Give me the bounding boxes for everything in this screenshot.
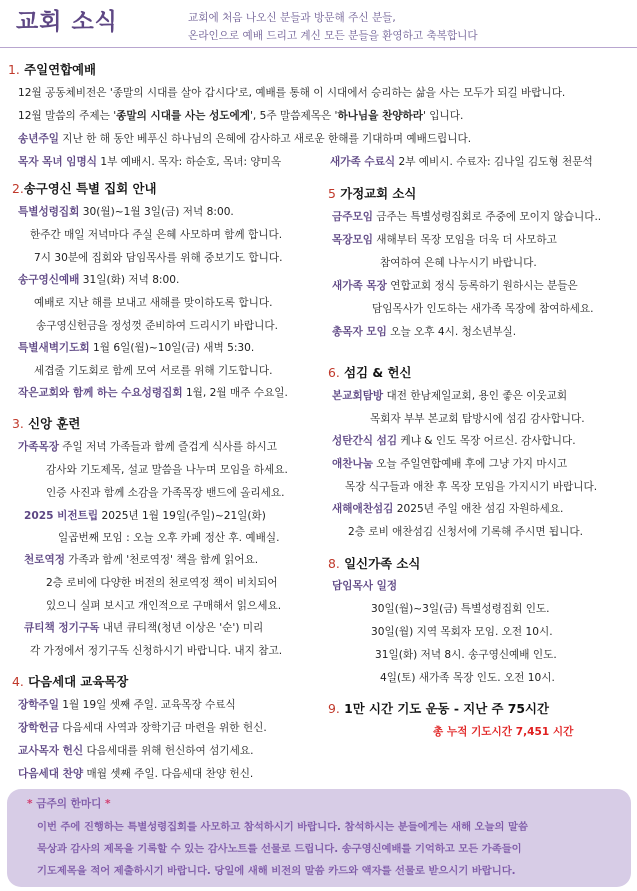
- s3-c-line-3: 있으니 실펴 보시고 개인적으로 구매해서 읽으세요.: [46, 600, 282, 612]
- section-6-heading: [328, 365, 411, 381]
- item-text: 1월 6일(월)~10일(금) 새벽 5:30.: [89, 342, 255, 354]
- item-label: 금주모임: [332, 211, 373, 223]
- item-text: 다음세대를 위해 헌신하여 섬기세요.: [83, 745, 254, 757]
- s6-a-line-1: [332, 390, 567, 403]
- s6-b-line: [332, 435, 576, 448]
- section-number: 4.: [12, 674, 24, 689]
- section-number: 8.: [328, 556, 340, 571]
- item-label: 가족목장: [18, 441, 59, 453]
- prayer-total: 총 누적 기도시간 7,451 시간: [433, 726, 574, 738]
- s3-d-line-2: 각 가정에서 정기구독 신청하시기 바랍니다. 내지 참고.: [30, 645, 283, 657]
- item-text: 30(월)~1월 3일(금) 저녁 8:00.: [79, 206, 234, 218]
- section-number: 5: [328, 186, 336, 201]
- item-text: 지난 한 해 동안 베푸신 하나님의 은혜에 감사하고 새로운 한해를 기대하며 예배드립니다.: [58, 133, 472, 145]
- s3-c-line-1: [24, 554, 258, 567]
- item-text: 오늘 오후 4시. 청소년부실.: [386, 326, 517, 338]
- s2-a-line-3: 7시 30분에 집회와 담임목사를 위해 중보기도 합니다.: [34, 252, 283, 264]
- s6-d-line-1: [332, 503, 563, 516]
- s2-c-line-2: 세겹줄 기도회로 함께 모여 서로를 위해 기도합니다.: [34, 365, 273, 377]
- s6-d-line-2: 2층 로비 애찬섬김 신청서에 기록해 주시면 됩니다.: [348, 526, 583, 538]
- s1-line-3: [18, 133, 471, 146]
- s6-a-line-2: 목회자 부부 본교회 탐방시에 섬김 감사합니다.: [370, 413, 585, 425]
- welcome-line-1: 교회에 처음 나오신 분들과 방문해 주신 분들,: [188, 12, 396, 24]
- item-label: 성탄간식 섬김: [332, 435, 398, 447]
- s3-c-line-2: 2층 로비에 다양한 버전의 천로역정 책이 비치되어: [46, 577, 278, 589]
- item-text: 1부 예배시. 목자: 하순호, 목녀: 양미옥: [97, 156, 282, 168]
- star-icon: *: [105, 798, 111, 810]
- item-text: 2025년 1월 19일(주일)~21일(화): [98, 510, 266, 522]
- s2-b-line-2: 예배로 지난 해를 보내고 새해를 맞이하도록 합니다.: [34, 297, 273, 309]
- s3-b-line-1: [24, 510, 266, 523]
- s4-c-line: [18, 745, 253, 758]
- item-label: 본교회탐방: [332, 390, 384, 402]
- s1-line-5: [330, 156, 593, 169]
- weekly-word-line-2: 묵상과 감사의 제목을 기록할 수 있는 감사노트를 선물로 드립니다. 송구영신예배를 기억하고 모든 가족들이: [37, 843, 522, 855]
- item-label: 다음세대 찬양: [18, 768, 84, 780]
- sermon-theme: 종말의 시대를 사는 성도에게: [116, 110, 251, 122]
- s4-b-line: [18, 722, 267, 735]
- section-2-heading: [12, 181, 156, 197]
- s2-d-line-1: [18, 387, 288, 400]
- s4-d-line: [18, 768, 253, 781]
- s1-line-1: 12월 공동체비전은 '종말의 시대를 살아 갑시다'로, 예배를 통해 이 시대에서 승리하는 삶을 사는 모두가 되길 바랍니다.: [18, 87, 566, 99]
- s3-b-line-2: 일곱번째 모임 : 오늘 오후 카페 정산 후. 예배실.: [58, 532, 280, 544]
- welcome-message: [188, 9, 478, 45]
- item-label: 송구영신예배: [18, 274, 80, 286]
- item-label: 새가족 수료식: [330, 156, 396, 168]
- section-title: 다음세대 교육목장: [28, 674, 129, 689]
- s3-a-line-1: [18, 441, 277, 454]
- s8-schedule-row-3: 31일(화) 저녁 8시. 송구영신예배 인도.: [375, 649, 557, 661]
- item-text: 연합교회 정식 등록하기 원하시는 분들은: [386, 280, 578, 292]
- page-title: 교회 소식: [16, 9, 118, 35]
- s3-d-line-1: [24, 622, 263, 635]
- section-title: 가정교회 소식: [340, 186, 417, 201]
- weekly-word-label: 금주의 한마디: [36, 798, 102, 810]
- item-label: 새해애찬섬김: [332, 503, 394, 515]
- section-3-heading: [12, 416, 80, 432]
- s8-schedule-row-1: 30일(월)~3일(금) 특별성령집회 인도.: [371, 603, 550, 615]
- section-8-heading: [328, 556, 420, 572]
- welcome-line-2: 온라인으로 예배 드리고 계신 모든 분들을 환영하고 축복합니다: [188, 30, 478, 42]
- item-text: 다음세대 사역과 장학기금 마련을 위한 헌신.: [58, 722, 267, 734]
- s5-c-line-1: [332, 280, 578, 293]
- s5-b-line-2: 참여하여 은혜 나누시기 바랍니다.: [380, 257, 537, 269]
- section-5-heading: [328, 186, 416, 202]
- item-label: 2025 비전트립: [24, 510, 99, 522]
- section-number: 3.: [12, 416, 24, 431]
- weekly-word-box: [7, 789, 631, 887]
- item-label: 송년주일: [18, 133, 59, 145]
- item-text: 매월 셋째 주일. 다음세대 찬양 헌신.: [83, 768, 254, 780]
- text: ' 입니다.: [423, 110, 464, 122]
- s2-c-line-1: [18, 342, 254, 355]
- s1-line-4: [18, 156, 281, 169]
- section-title: 송구영신 특별 집회 안내: [23, 181, 157, 196]
- item-label: 새가족 목장: [332, 280, 387, 292]
- item-label: 총목자 모임: [332, 326, 387, 338]
- item-label: 특별새벽기도회: [18, 342, 90, 354]
- s6-c-line-1: [332, 458, 567, 471]
- item-text: 오늘 주일연합예배 후에 그냥 가지 마시고: [372, 458, 568, 470]
- s8-schedule-row-4: 4일(토) 새가족 목장 인도. 오전 10시.: [380, 672, 555, 684]
- item-label: 교사목자 헌신: [18, 745, 84, 757]
- item-label: 목장모임: [332, 234, 373, 246]
- s2-a-line-2: 한주간 매일 저녁마다 주실 은혜 사모하며 함께 합니다.: [30, 229, 283, 241]
- item-text: 가족과 함께 '천로역정' 책을 함께 읽어요.: [64, 554, 259, 566]
- s8-pastor-schedule-label: 담임목사 일정: [332, 580, 398, 592]
- s3-a-line-3: 인증 사진과 함께 소감을 가족목장 밴드에 올리세요.: [46, 487, 285, 499]
- section-number: 9.: [328, 701, 340, 716]
- s3-a-line-2: 감사와 기도제목, 설교 말씀을 나누며 모임을 하세요.: [46, 464, 288, 476]
- text: 12월 말씀의 주제는 ': [18, 110, 117, 122]
- item-text: 주일 저녁 가족들과 함께 즐겁게 식사를 하시고: [58, 441, 277, 453]
- s6-c-line-2: 목장 식구들과 애찬 후 목장 모임을 가지시기 바랍니다.: [345, 481, 598, 493]
- weekly-word-line-3: 기도제목을 적어 제출하시기 바랍니다. 당일에 새해 비전의 말씀 카드와 액자를 선물로 받으시기 바랍니다.: [37, 865, 516, 877]
- item-label: 장학주일: [18, 699, 59, 711]
- section-9-heading: [328, 701, 549, 717]
- section-number: 1.: [8, 62, 20, 77]
- section-1-heading: [8, 62, 96, 78]
- text: ', 5주 말씀제목은 ': [250, 110, 338, 122]
- s1-line-2: [18, 110, 463, 123]
- item-text: 2025년 주일 애찬 섬김 자원하세요.: [393, 503, 564, 515]
- s4-a-line: [18, 699, 236, 712]
- item-label: 특별성령집회: [18, 206, 80, 218]
- sermon-title: 하나님을 찬양하라: [337, 110, 424, 122]
- item-text: 1월 19일 셋째 주일. 교육목장 수료식: [58, 699, 236, 711]
- item-label: 장학헌금: [18, 722, 59, 734]
- s5-d-line: [332, 326, 516, 339]
- item-label: 목자 목녀 임명식: [18, 156, 98, 168]
- star-icon: *: [27, 798, 33, 810]
- item-label: 작은교회와 함께 하는 수요성령집회: [18, 387, 183, 399]
- s2-b-line-1: [18, 274, 179, 287]
- section-title: 섬김 & 헌신: [344, 365, 412, 380]
- header: [0, 0, 637, 46]
- item-label: 큐티책 정기구독: [24, 622, 100, 634]
- section-4-heading: [12, 674, 128, 690]
- weekly-word-line-1: 이번 주에 진행하는 특별성령집회를 사모하고 참석하시기 바랍니다. 참석하시는 분들에게는 새해 오늘의 말씀: [37, 821, 528, 833]
- item-text: 새해부터 목장 모임을 더욱 더 사모하고: [372, 234, 557, 246]
- section-number: 6.: [328, 365, 340, 380]
- s5-b-line-1: [332, 234, 557, 247]
- section-title: 주일연합예배: [24, 62, 96, 77]
- item-text: 내년 큐티책(청년 이상은 '순') 미리: [99, 622, 264, 634]
- s8-schedule-row-2: 30일(월) 지역 목회자 모임. 오전 10시.: [371, 626, 553, 638]
- s5-c-line-2: 담임목사가 인도하는 새가족 목장에 참여하세요.: [372, 303, 594, 315]
- section-title: 일신가족 소식: [344, 556, 421, 571]
- section-number: 2.: [12, 181, 24, 196]
- item-text: 2부 예비시. 수료자: 김나일 김도형 천문석: [395, 156, 593, 168]
- item-text: 금주는 특별성령집회로 주중에 모이지 않습니다..: [372, 211, 602, 223]
- s2-a-line-1: [18, 206, 234, 219]
- item-text: 1월, 2월 매주 수요일.: [182, 387, 288, 399]
- s5-a-line: [332, 211, 601, 224]
- item-label: 애찬나눔: [332, 458, 373, 470]
- item-text: 케냐 & 인도 목장 어르신. 감사합니다.: [397, 435, 576, 447]
- section-title: 신앙 훈련: [28, 416, 81, 431]
- item-text: 31일(화) 저녁 8:00.: [79, 274, 180, 286]
- header-divider: [0, 47, 637, 48]
- s2-b-line-3: 송구영신헌금을 정성껏 준비하여 드리시기 바랍니다.: [36, 320, 278, 332]
- weekly-word-title: [27, 798, 111, 811]
- section-title: 1만 시간 기도 운동 - 지난 주 75시간: [344, 701, 549, 716]
- item-text: 대전 한남제일교회, 용인 좋은 이웃교회: [383, 390, 568, 402]
- item-label: 천로역정: [24, 554, 65, 566]
